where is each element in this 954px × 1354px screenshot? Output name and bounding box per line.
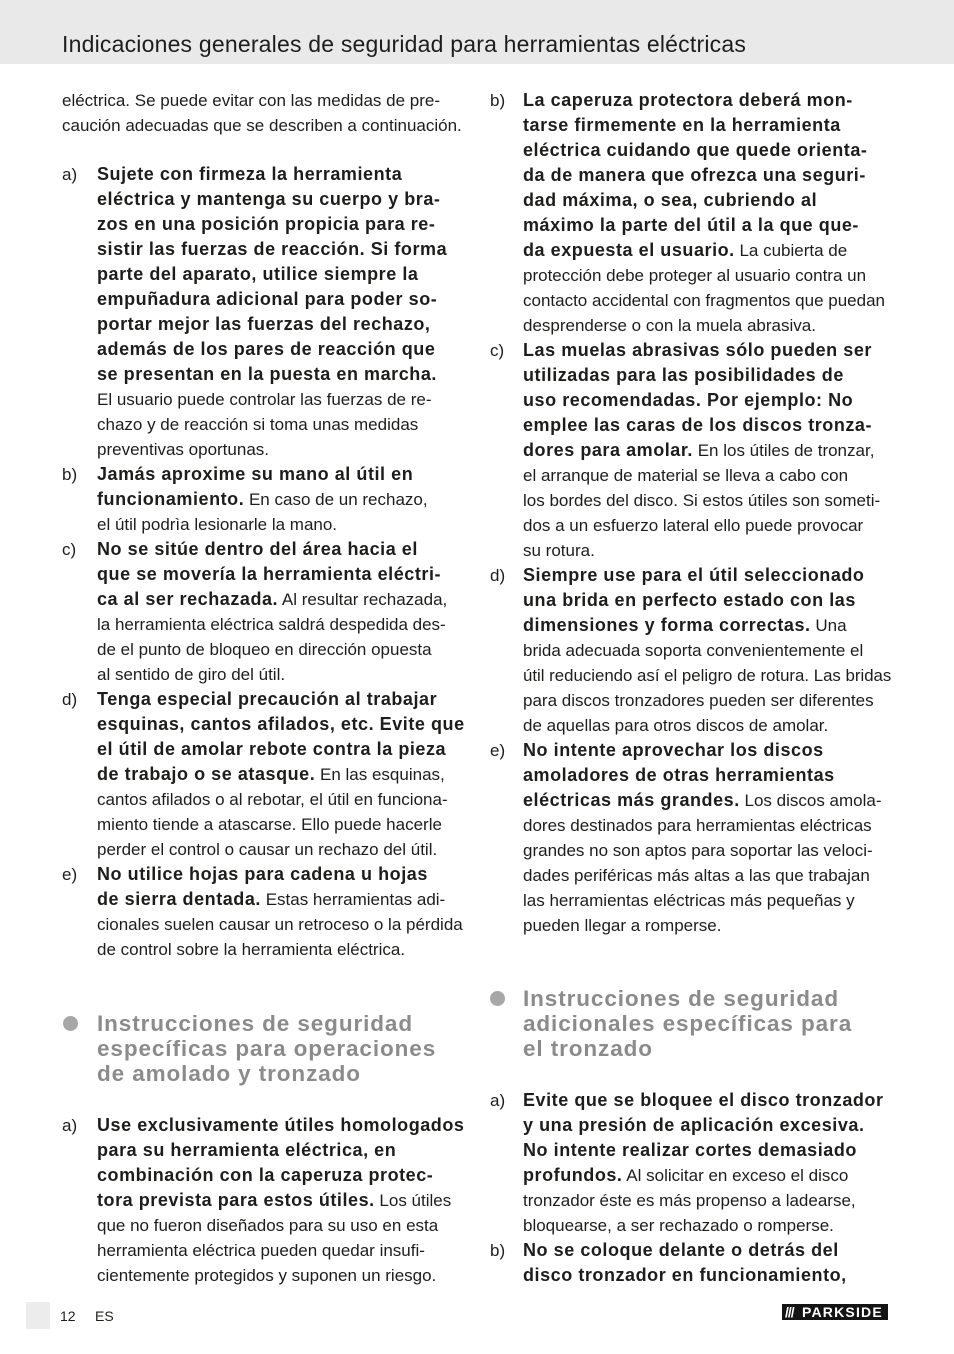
body-text: dores destinados para herramientas eléctricas (523, 815, 872, 835)
text-line (523, 263, 866, 288)
text-line (97, 1188, 451, 1213)
body-text: preventivas oportunas. (97, 439, 269, 459)
logo-wordmark: PARKSIDE (802, 1304, 883, 1320)
section-heading-line: específicas para operaciones (97, 1035, 437, 1061)
item-text (97, 537, 465, 687)
body-text: Al resultar rechazada, (278, 589, 448, 609)
list-item (490, 1238, 891, 1288)
text-line (97, 737, 446, 762)
cutting-safety-list (490, 1088, 891, 1288)
emphasized-text: para su herramienta eléctrica, en (97, 1139, 397, 1160)
emphasized-text: No se sitúe dentro del área hacia el (97, 538, 418, 559)
body-text: miento tiende a atascarse. Ello puede hacerle (97, 814, 442, 834)
body-text: Estas herramientas adi- (260, 889, 446, 909)
text-line (523, 363, 844, 388)
body-text: herramienta eléctrica pueden quedar insufi- (97, 1240, 425, 1260)
text-line (97, 1238, 425, 1263)
section-heading-line: de amolado y tronzado (97, 1060, 361, 1086)
text-line (97, 187, 440, 212)
text-line (97, 162, 402, 187)
text-line (523, 863, 870, 888)
section-heading-grinding-cutting (97, 1011, 465, 1086)
left-column (62, 0, 465, 1354)
section-heading-line: Instrucciones de seguridad (97, 1010, 413, 1036)
text-line (523, 738, 824, 763)
emphasized-text: utilizadas para las posibilidades de (523, 364, 844, 385)
emphasized-text: No se coloque delante o detrás del (523, 1239, 839, 1260)
text-line (97, 362, 437, 387)
body-text: caución adecuadas que se describen a continuación. (62, 115, 462, 135)
text-line (97, 387, 432, 412)
emphasized-text: dad máxima, o sea, cubriendo al (523, 189, 818, 210)
body-text: cionales suelen causar un retroceso o la pérdida (97, 914, 463, 934)
general-safety-list (62, 162, 465, 963)
list-item (490, 563, 891, 738)
list-item (62, 687, 465, 862)
emphasized-text: funcionamiento. (97, 488, 245, 509)
text-line (523, 113, 841, 138)
text-line (523, 913, 721, 938)
parkside-logo (782, 1304, 888, 1320)
text-line (97, 837, 437, 862)
emphasized-text: da expuesta el usuario. (523, 239, 735, 260)
text-line (523, 463, 848, 488)
text-line (523, 713, 828, 738)
text-line (523, 338, 872, 363)
text-line (97, 912, 463, 937)
text-line (97, 512, 337, 537)
emphasized-text: esquinas, cantos afilados, etc. Evite que (97, 713, 465, 734)
emphasized-text: empuñadura adicional para poder so- (97, 288, 438, 309)
bullet-icon (490, 991, 505, 1006)
body-text: desprenderse o con la muela abrasiva. (523, 315, 816, 335)
text-line (97, 1113, 464, 1138)
emphasized-text: emplee las caras de los discos tronza- (523, 414, 873, 435)
emphasized-text: y una presión de aplicación excesiva. (523, 1114, 865, 1135)
emphasized-text: además de los pares de reacción que (97, 338, 436, 359)
text-line (523, 1138, 857, 1163)
emphasized-text: Tenga especial precaución al trabajar (97, 688, 438, 709)
emphasized-text: eléctrica cuidando que quede orienta- (523, 139, 868, 160)
item-letter: b) (490, 1240, 506, 1260)
emphasized-text: da de manera que ofrezca una seguri- (523, 164, 866, 185)
body-text: dos a un esfuerzo lateral ello puede provocar (523, 515, 864, 535)
emphasized-text: máximo la parte del útil a la que que- (523, 214, 859, 235)
intro-paragraph (62, 88, 465, 138)
text-line (523, 638, 863, 663)
body-text: Los útiles (374, 1190, 452, 1210)
body-text: Los discos amola- (739, 790, 882, 810)
text-line (97, 587, 447, 612)
text-line (97, 1263, 436, 1288)
text-line (523, 663, 891, 688)
text-line (523, 413, 872, 438)
text-line (523, 1088, 884, 1113)
text-line (523, 188, 817, 213)
bullet-icon (63, 1016, 78, 1031)
body-text: El usuario puede controlar las fuerzas de re- (97, 389, 432, 409)
emphasized-text: una brida en perfecto estado con las (523, 589, 856, 610)
right-column (490, 0, 891, 1354)
item-text (523, 1238, 891, 1288)
text-line (523, 488, 880, 513)
emphasized-text: Siempre use para el útil seleccionado (523, 564, 865, 585)
emphasized-text: zos en una posición propicia para re- (97, 213, 436, 234)
emphasized-text: Use exclusivamente útiles homologados (97, 1114, 465, 1135)
item-letter: d) (490, 565, 506, 585)
item-text (97, 1113, 465, 1288)
text-line (523, 888, 855, 913)
body-text: protección debe proteger al usuario contra un (523, 265, 867, 285)
text-line (97, 1138, 396, 1163)
text-line (523, 613, 847, 638)
item-letter: a) (62, 164, 78, 184)
list-item (62, 1113, 465, 1288)
text-line (97, 412, 418, 437)
text-line (97, 487, 428, 512)
item-letter: a) (62, 1115, 78, 1135)
body-text: las herramientas eléctricas más pequeñas y (523, 891, 855, 910)
general-safety-list-continued (490, 88, 891, 939)
text-line (97, 662, 285, 687)
emphasized-text: eléctricas más grandes. (523, 789, 740, 810)
list-item (490, 738, 891, 938)
body-text: útil reduciendo así el peligro de rotura. Las bridas (523, 665, 892, 685)
body-text: tronzador éste es más propenso a ladearse, (523, 1190, 856, 1210)
body-text: de control sobre la herramienta eléctrica. (97, 939, 406, 959)
text-line (523, 538, 595, 563)
text-line (97, 637, 432, 662)
text-line (523, 1113, 865, 1138)
body-text: Una (810, 615, 847, 635)
grinding-cutting-safety-list (62, 1113, 465, 1288)
text-line (97, 787, 448, 812)
body-text: perder el control o causar un rechazo del útil. (97, 839, 438, 859)
body-text: de aquellas para otros discos de amolar. (523, 715, 829, 735)
emphasized-text: uso recomendadas. Por ejemplo: No (523, 389, 854, 410)
body-text: Al solicitar en exceso el disco (622, 1165, 849, 1185)
emphasized-text: dimensiones y forma correctas. (523, 614, 811, 635)
body-text: dades periféricas más altas a las que trabajan (523, 865, 870, 885)
body-text: brida adecuada soporta convenientemente el (523, 640, 864, 660)
body-text: chazo y de reacción si toma unas medidas (97, 414, 419, 434)
item-letter: c) (490, 340, 505, 360)
emphasized-text: tora prevista para estos útiles. (97, 1189, 375, 1210)
section-heading-cutting (523, 986, 891, 1061)
item-text (523, 88, 891, 338)
text-line (523, 1238, 839, 1263)
text-line (97, 712, 465, 737)
text-line (97, 1213, 438, 1238)
list-item (490, 1088, 891, 1238)
text-line (523, 1188, 856, 1213)
emphasized-text: No intente realizar cortes demasiado (523, 1139, 857, 1160)
item-letter: e) (62, 864, 78, 884)
emphasized-text: el útil de amolar rebote contra la pieza (97, 738, 447, 759)
body-text: para discos tronzadores pueden ser diferentes (523, 690, 874, 710)
emphasized-text: profundos. (523, 1164, 623, 1185)
text-line (97, 462, 413, 487)
emphasized-text: amoladores de otras herramientas (523, 764, 835, 785)
section-heading-line: el tronzado (523, 1035, 653, 1061)
emphasized-text: ca al ser rechazada. (97, 588, 279, 609)
emphasized-text: portar mejor las fuerzas del rechazo, (97, 313, 431, 334)
text-line (523, 1163, 848, 1188)
emphasized-text: tarse firmemente en la herramienta (523, 114, 841, 135)
item-text (97, 862, 465, 962)
item-text (523, 338, 891, 563)
text-line (523, 788, 882, 813)
text-line (523, 763, 835, 788)
text-line (97, 862, 428, 887)
item-letter: e) (490, 740, 506, 760)
emphasized-text: de trabajo o se atasque. (97, 763, 316, 784)
text-line (97, 287, 437, 312)
item-text (523, 738, 891, 938)
text-line (97, 537, 418, 562)
text-line (523, 438, 874, 463)
body-text: eléctrica. Se puede evitar con las medidas de pre- (62, 90, 440, 110)
page-number: 12 (60, 1308, 76, 1324)
text-line (523, 838, 873, 863)
body-text: En caso de un rechazo, (244, 489, 428, 509)
text-line (97, 212, 435, 237)
text-line (523, 288, 885, 313)
item-text (97, 687, 465, 862)
body-text: al sentido de giro del útil. (97, 664, 286, 684)
text-line (523, 238, 847, 263)
item-letter: b) (490, 90, 506, 110)
text-line (97, 237, 447, 262)
text-line (97, 337, 435, 362)
text-line (523, 163, 866, 188)
text-line (97, 937, 405, 962)
body-text: de el punto de bloqueo en dirección opuesta (97, 639, 432, 659)
text-line (523, 88, 853, 113)
body-text: cientemente protegidos y suponen un riesgo. (97, 1265, 437, 1285)
text-line (62, 113, 462, 138)
body-text: el arranque de material se lleva a cabo con (523, 465, 849, 485)
body-text: contacto accidental con fragmentos que puedan (523, 290, 885, 310)
text-line (97, 762, 445, 787)
item-letter: a) (490, 1090, 506, 1110)
emphasized-text: combinación con la caperuza protec- (97, 1164, 434, 1185)
list-item (490, 338, 891, 563)
text-line (523, 688, 874, 713)
text-line (523, 1213, 834, 1238)
text-line (62, 88, 440, 113)
emphasized-text: que se movería la herramienta eléctri- (97, 563, 442, 584)
text-line (97, 312, 430, 337)
item-text (97, 462, 465, 537)
emphasized-text: sistir las fuerzas de reacción. Si forma (97, 238, 448, 259)
text-line (97, 612, 446, 637)
body-text: su rotura. (523, 540, 595, 560)
item-text (523, 563, 891, 738)
section-heading-line: Instrucciones de seguridad (523, 985, 839, 1011)
text-line (523, 213, 859, 238)
text-line (97, 687, 437, 712)
section-heading-line: adicionales específicas para (523, 1010, 853, 1036)
emphasized-text: parte del aparato, utilice siempre la (97, 263, 419, 284)
emphasized-text: se presentan en la puesta en marcha. (97, 363, 437, 384)
list-item (62, 462, 465, 537)
list-item (490, 88, 891, 338)
emphasized-text: Sujete con firmeza la herramienta (97, 163, 403, 184)
body-text: La cubierta de (734, 240, 848, 260)
body-text: bloquearse, a ser rechazado o romperse. (523, 1215, 834, 1235)
page-title: Indicaciones generales de seguridad para herramientas eléctricas (62, 31, 747, 57)
text-line (97, 562, 441, 587)
emphasized-text: Las muelas abrasivas sólo pueden ser (523, 339, 872, 360)
text-line (523, 1263, 847, 1288)
body-text: En las esquinas, (315, 764, 445, 784)
emphasized-text: La caperuza protectora deberá mon- (523, 89, 853, 110)
emphasized-text: dores para amolar. (523, 439, 693, 460)
item-text (97, 162, 465, 462)
text-line (523, 138, 867, 163)
emphasized-text: Jamás aproxime su mano al útil en (97, 463, 414, 484)
text-line (97, 1163, 433, 1188)
emphasized-text: de sierra dentada. (97, 888, 261, 909)
logo-stripes-icon: /// (785, 1304, 794, 1320)
item-letter: d) (62, 689, 78, 709)
body-text: los bordes del disco. Si estos útiles son someti- (523, 490, 881, 510)
list-item (62, 537, 465, 687)
list-item (62, 862, 465, 962)
text-line (523, 388, 853, 413)
text-line (97, 812, 442, 837)
text-line (523, 563, 864, 588)
emphasized-text: No intente aprovechar los discos (523, 739, 824, 760)
text-line (523, 813, 872, 838)
body-text: cantos afilados o al rebotar, el útil en funciona- (97, 789, 448, 809)
body-text: En los útiles de tronzar, (692, 440, 875, 460)
emphasized-text: eléctrica y mantenga su cuerpo y bra- (97, 188, 441, 209)
text-line (97, 887, 445, 912)
emphasized-text: Evite que se bloquee el disco tronzador (523, 1089, 884, 1110)
language-code: ES (95, 1308, 114, 1324)
body-text: grandes no son aptos para soportar las veloci- (523, 840, 873, 860)
body-text: que no fueron diseñados para su uso en esta (97, 1215, 439, 1235)
body-text: la herramienta eléctrica saldrá despedida des- (97, 614, 446, 634)
body-text: el útil podrìa lesionarle la mano. (97, 514, 338, 534)
text-line (97, 437, 269, 462)
item-letter: b) (62, 464, 78, 484)
emphasized-text: disco tronzador en funcionamiento, (523, 1264, 847, 1285)
page-tab-marker (26, 1302, 50, 1329)
text-line (523, 313, 816, 338)
text-line (523, 513, 863, 538)
body-text: pueden llegar a romperse. (523, 916, 722, 936)
emphasized-text: No utilice hojas para cadena u hojas (97, 863, 428, 884)
text-line (97, 262, 418, 287)
text-line (523, 588, 856, 613)
list-item (62, 162, 465, 462)
item-letter: c) (62, 539, 77, 559)
item-text (523, 1088, 891, 1238)
